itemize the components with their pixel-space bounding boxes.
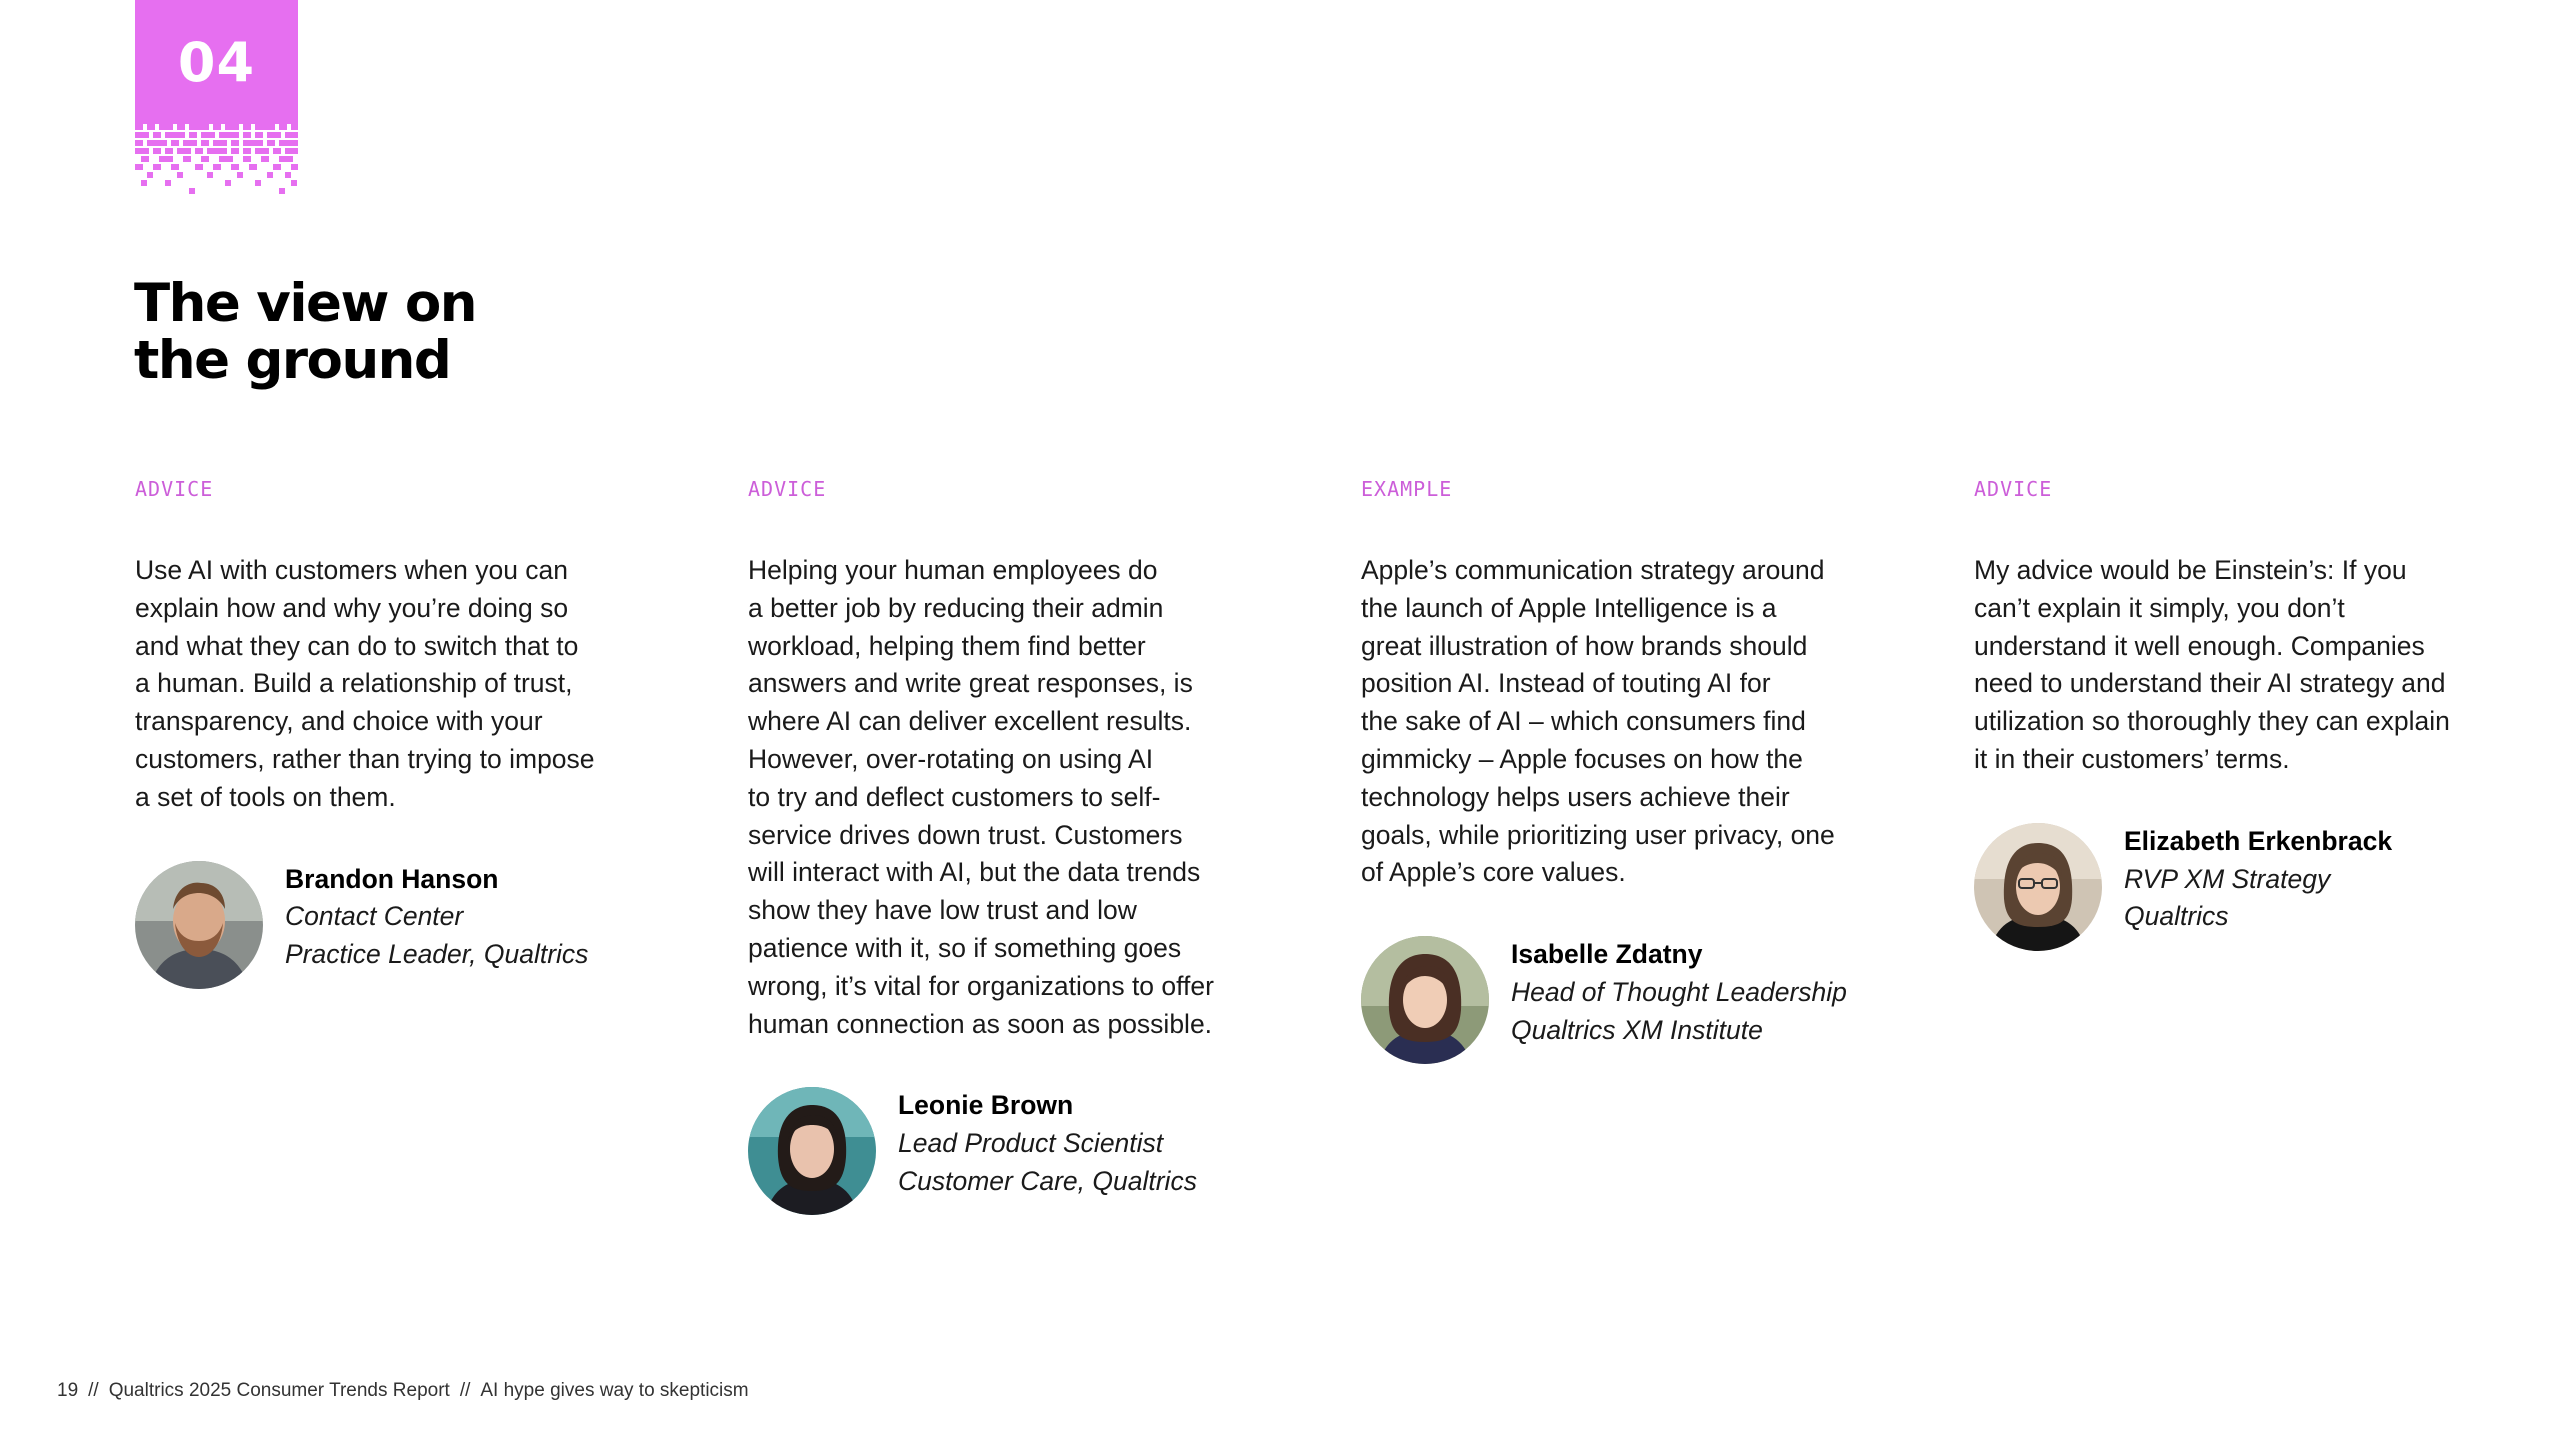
quote-line: can’t explain it simply, you don’t [1974, 592, 2345, 623]
quote-line: a human. Build a relationship of trust, [135, 668, 573, 699]
person-role: RVP XM Strategy [2124, 863, 2331, 894]
section-number-block [135, 0, 298, 118]
quote-line: understand it well enough. Companies [1974, 630, 2425, 661]
section-number: 04 [177, 30, 256, 94]
quote-line: of Apple’s core values. [1361, 857, 1626, 888]
person-attribution [135, 861, 655, 989]
quote-line: great illustration of how brands should [1361, 630, 1808, 661]
quote-line: and what they can do to switch that to [135, 630, 579, 661]
quote-line: show they have low trust and low [748, 895, 1137, 926]
page-title [134, 275, 476, 389]
person-role: Qualtrics XM Institute [1511, 1014, 1763, 1045]
category-tag: ADVICE [1974, 477, 2053, 501]
category-tag: ADVICE [748, 477, 827, 501]
page-title-line-1: The view on [134, 273, 477, 334]
quote-line: wrong, it’s vital for organizations to offer [748, 970, 1214, 1001]
quote-line: goals, while prioritizing user privacy, one [1361, 819, 1835, 850]
quote-line: However, over-rotating on using AI [748, 743, 1154, 774]
quote-column-1 [135, 476, 655, 989]
quote-line: Use AI with customers when you can [135, 555, 569, 585]
person-role: Practice Leader, Qualtrics [285, 939, 589, 970]
quote-line: answers and write great responses, is [748, 668, 1193, 699]
person-role: Qualtrics [2124, 901, 2229, 932]
quote-line: utilization so thoroughly they can explain [1974, 706, 2450, 737]
quote-line: to try and deflect customers to self- [748, 781, 1161, 812]
quote-line: a better job by reducing their admin [748, 592, 1164, 623]
quote-column-3 [1361, 476, 1881, 1064]
page-footer [57, 1380, 749, 1402]
pixel-dissolve-graphic [135, 118, 298, 200]
quote-column-4 [1974, 476, 2494, 951]
category-tag: EXAMPLE [1361, 477, 1453, 501]
person-attribution [1361, 936, 1881, 1064]
person-attribution [1974, 823, 2494, 951]
person-role: Contact Center [285, 901, 464, 932]
report-title: Qualtrics 2025 Consumer Trends Report [108, 1380, 450, 1401]
quote-text [748, 552, 1253, 1043]
quote-line: a set of tools on them. [135, 781, 396, 812]
category-tag: ADVICE [135, 477, 214, 501]
quote-line: position AI. Instead of touting AI for [1361, 668, 1771, 699]
quote-line: where AI can deliver excellent results. [748, 706, 1192, 737]
quote-line: gimmicky – Apple focuses on how the [1361, 743, 1803, 774]
quote-line: transparency, and choice with your [135, 706, 543, 737]
quote-line: it in their customers’ terms. [1974, 743, 2290, 774]
quote-line: patience with it, so if something goes [748, 932, 1182, 963]
quote-line: human connection as soon as possible. [748, 1008, 1213, 1039]
quote-line: the launch of Apple Intelligence is a [1361, 592, 1777, 623]
footer-separator: // [459, 1380, 471, 1401]
quote-text [1361, 552, 1866, 892]
avatar [1361, 936, 1489, 1064]
person-name: Leonie Brown [898, 1090, 1074, 1121]
quote-line: workload, helping them find better [748, 630, 1146, 661]
avatar [135, 861, 263, 989]
person-name: Elizabeth Erkenbrack [2124, 825, 2393, 856]
person-name: Isabelle Zdatny [1511, 939, 1703, 970]
page-number: 19 [57, 1380, 79, 1401]
quote-line: technology helps users achieve their [1361, 781, 1790, 812]
quote-line: the sake of AI – which consumers find [1361, 706, 1806, 737]
quote-text [1974, 552, 2479, 779]
footer-separator: // [88, 1380, 99, 1401]
quote-line: explain how and why you’re doing so [135, 592, 569, 623]
quote-line: service drives down trust. Customers [748, 819, 1183, 850]
person-name: Brandon Hanson [285, 863, 499, 894]
quote-text [135, 552, 640, 817]
avatar [748, 1087, 876, 1215]
quote-line: Apple’s communication strategy around [1361, 555, 1825, 585]
quote-line: customers, rather than trying to impose [135, 743, 595, 774]
person-role: Lead Product Scientist [898, 1128, 1164, 1159]
person-attribution [748, 1087, 1268, 1215]
avatar [1974, 823, 2102, 951]
person-role: Head of Thought Leadership [1511, 976, 1847, 1007]
quote-line: need to understand their AI strategy and [1974, 668, 2446, 699]
chapter-title: AI hype gives way to skepticism [480, 1380, 749, 1401]
quote-line: will interact with AI, but the data trends [748, 857, 1201, 888]
quote-line: Helping your human employees do [748, 555, 1158, 585]
person-role: Customer Care, Qualtrics [898, 1165, 1197, 1196]
quote-column-2 [748, 476, 1268, 1215]
quote-line: My advice would be Einstein’s: If you [1974, 555, 2407, 585]
section-number-tab [135, 0, 298, 200]
page-title-line-2: the ground [134, 330, 451, 391]
